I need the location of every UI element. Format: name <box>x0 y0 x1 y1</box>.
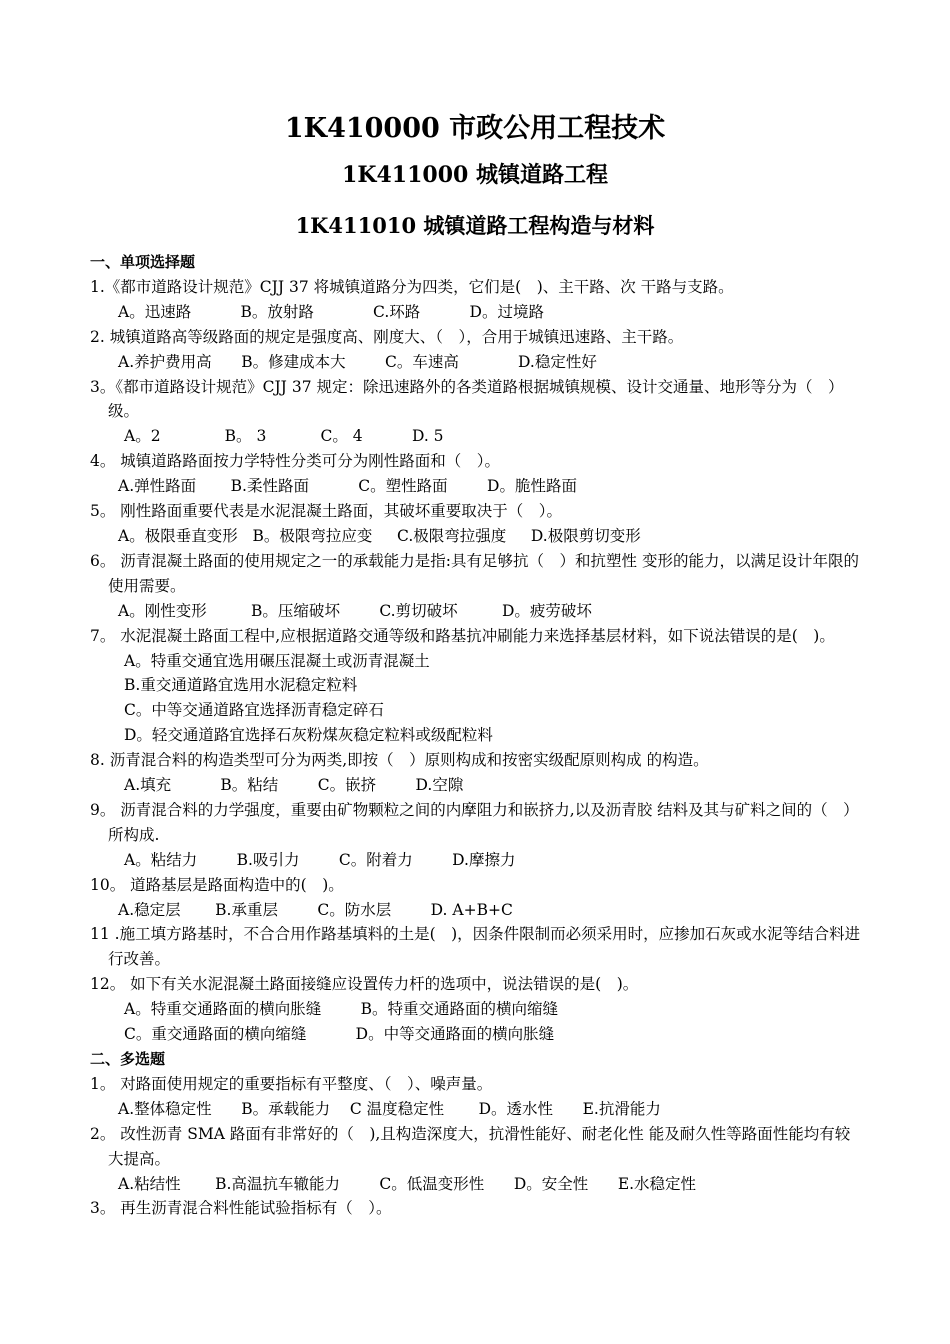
option: D。脆性路面 <box>487 477 577 496</box>
option: D.稳定性好 <box>518 352 597 371</box>
option: A.填充 <box>124 776 172 795</box>
option-7a: A。特重交通宜选用碾压混凝土或沥青混凝土 <box>124 651 430 670</box>
option: B。特重交通路面的横向缩缝 <box>360 1000 559 1019</box>
option: D。中等交通路面的横向胀缝 <box>355 1025 555 1044</box>
option: C.极限弯拉强度 <box>397 526 507 545</box>
option: A。极限垂直变形 <box>118 526 238 545</box>
option: C。附着力 <box>338 850 413 869</box>
option: B.高温抗车辙能力 <box>215 1174 340 1193</box>
options-9 <box>90 848 862 873</box>
option: A.弹性路面 <box>118 477 197 496</box>
options-3 <box>90 424 862 449</box>
option: E.水稳定性 <box>617 1174 697 1193</box>
option: D. A+B+C <box>430 900 513 919</box>
option: B。放射路 <box>240 302 314 321</box>
section-heading-single: 一、单项选择题 <box>90 253 196 271</box>
option: A.稳定层 <box>118 900 181 919</box>
options-12-row2 <box>90 1022 862 1047</box>
option: A。粘结力 <box>124 850 198 869</box>
document-body <box>90 250 862 1221</box>
option-7b: B.重交通道路宜选用水泥稳定粒料 <box>124 676 358 695</box>
multi-question-1: 1。 对路面使用规定的重要指标有平整度、（ ）、噪声量。 <box>90 1074 493 1093</box>
option: C.环路 <box>373 302 421 321</box>
option: D.空隙 <box>415 776 464 795</box>
option: B.承重层 <box>215 900 278 919</box>
question-1: 1.《都市道路设计规范》CJJ 37 将城镇道路分为四类，它们是( )、主干路、次 干路与支路。 <box>90 277 734 296</box>
option: A.养护费用高 <box>118 352 212 371</box>
question-5: 5。 刚性路面重要代表是水泥混凝土路面，其破坏重要取决于（ ）。 <box>90 502 563 521</box>
options-2 <box>90 350 862 375</box>
question-8: 8. 沥青混合料的构造类型可分为两类,即按（ ）原则构成和按密实级配原则构成 的构造。 <box>90 751 709 770</box>
option: C 温度稳定性 <box>349 1099 445 1118</box>
option: B.吸引力 <box>236 850 300 869</box>
option: B。压缩破坏 <box>251 601 340 620</box>
options-5 <box>90 524 862 549</box>
option: D。过境路 <box>469 302 544 321</box>
question-11: 11 .施工填方路基时，不合合用作路基填料的土是( )，因条件限制而必须采用时，应掺加石灰或水泥等结合料进行改善。 <box>90 925 861 969</box>
option: D。透水性 <box>478 1099 554 1118</box>
option: C。重交通路面的横向缩缝 <box>124 1025 307 1044</box>
options-1 <box>90 300 862 325</box>
options-8 <box>90 773 862 798</box>
option: C。 4 <box>320 427 363 446</box>
option: C。塑性路面 <box>358 477 448 496</box>
question-6: 6。 沥青混凝土路面的使用规定之一的承载能力是指:具有足够抗（ ）和抗塑性 变形的能力，以满足设计年限的使用需要。 <box>90 551 859 595</box>
option: A。2 <box>124 427 161 446</box>
option: C。防水层 <box>317 900 392 919</box>
sub-title: 1K411000 城镇道路工程 <box>342 162 608 188</box>
option: C。低温变形性 <box>379 1174 485 1193</box>
option: A.整体稳定性 <box>118 1099 212 1118</box>
question-2: 2. 城镇道路高等级路面的规定是强度高、刚度大、（ ），合用于城镇迅速路、主干路。 <box>90 327 684 346</box>
multi-options-2 <box>90 1172 862 1197</box>
option: C.剪切破坏 <box>379 601 458 620</box>
option: B。极限弯拉应变 <box>252 526 373 545</box>
option: B。 3 <box>224 427 267 446</box>
option: D.极限剪切变形 <box>530 526 641 545</box>
option: B。粘结 <box>220 776 279 795</box>
question-4: 4。 城镇道路路面按力学特性分类可分为刚性路面和（ ）。 <box>90 452 501 471</box>
option: D。疲劳破坏 <box>501 601 592 620</box>
option: A。刚性变形 <box>118 601 207 620</box>
question-3: 3。《都市道路设计规范》CJJ 37 规定：除迅速路外的各类道路根据城镇规模、设计交通量、地形等分为（ ）级。 <box>90 377 844 421</box>
option-7d: D。轻交通道路宜选择石灰粉煤灰稳定粒料或级配粒料 <box>124 726 493 745</box>
option: C。车速高 <box>385 352 459 371</box>
multi-question-3: 3。 再生沥青混合料性能试验指标有（ ）。 <box>90 1199 392 1218</box>
options-4 <box>90 474 862 499</box>
main-title: 1K410000 市政公用工程技术 <box>284 113 666 144</box>
multi-question-2: 2。 改性沥青 SMA 路面有非常好的（ ),且构造深度大，抗滑性能好、耐老化性 能及耐久性等路面性能均有较大提高。 <box>90 1124 851 1168</box>
option: A。迅速路 <box>118 302 192 321</box>
question-10: 10。 道路基层是路面构造中的( )。 <box>90 875 344 894</box>
question-12: 12。 如下有关水泥混凝土路面接缝应设置传力杆的选项中，说法错误的是( )。 <box>90 975 639 994</box>
options-10 <box>90 898 862 923</box>
option: B。修建成本大 <box>241 352 346 371</box>
option: A.粘结性 <box>118 1174 181 1193</box>
question-9: 9。 沥青混合料的力学强度，重要由矿物颗粒之间的内摩阻力和嵌挤力,以及沥青胶 结料及其与矿料之间的（ ）所构成. <box>90 800 859 844</box>
option-7c: C。中等交通道路宜选择沥青稳定碎石 <box>124 701 384 720</box>
question-7: 7。 水泥混凝土路面工程中,应根据道路交通等级和路基抗冲刷能力来选择基层材料，如下说法错误的是( )。 <box>90 626 835 645</box>
options-12-row1 <box>90 997 862 1022</box>
options-6 <box>90 599 862 624</box>
option: B。承载能力 <box>241 1099 331 1118</box>
option: D.摩擦力 <box>452 850 516 869</box>
multi-options-1 <box>90 1097 862 1122</box>
option: E.抗滑能力 <box>582 1099 661 1118</box>
section-title: 1K411010 城镇道路工程构造与材料 <box>295 213 655 238</box>
section-heading-multi: 二、多选题 <box>90 1050 166 1068</box>
option: D. 5 <box>411 427 444 446</box>
option: A。特重交通路面的横向胀缝 <box>124 1000 322 1019</box>
option: B.柔性路面 <box>230 477 309 496</box>
option: D。安全性 <box>513 1174 589 1193</box>
option: C。嵌挤 <box>317 776 377 795</box>
